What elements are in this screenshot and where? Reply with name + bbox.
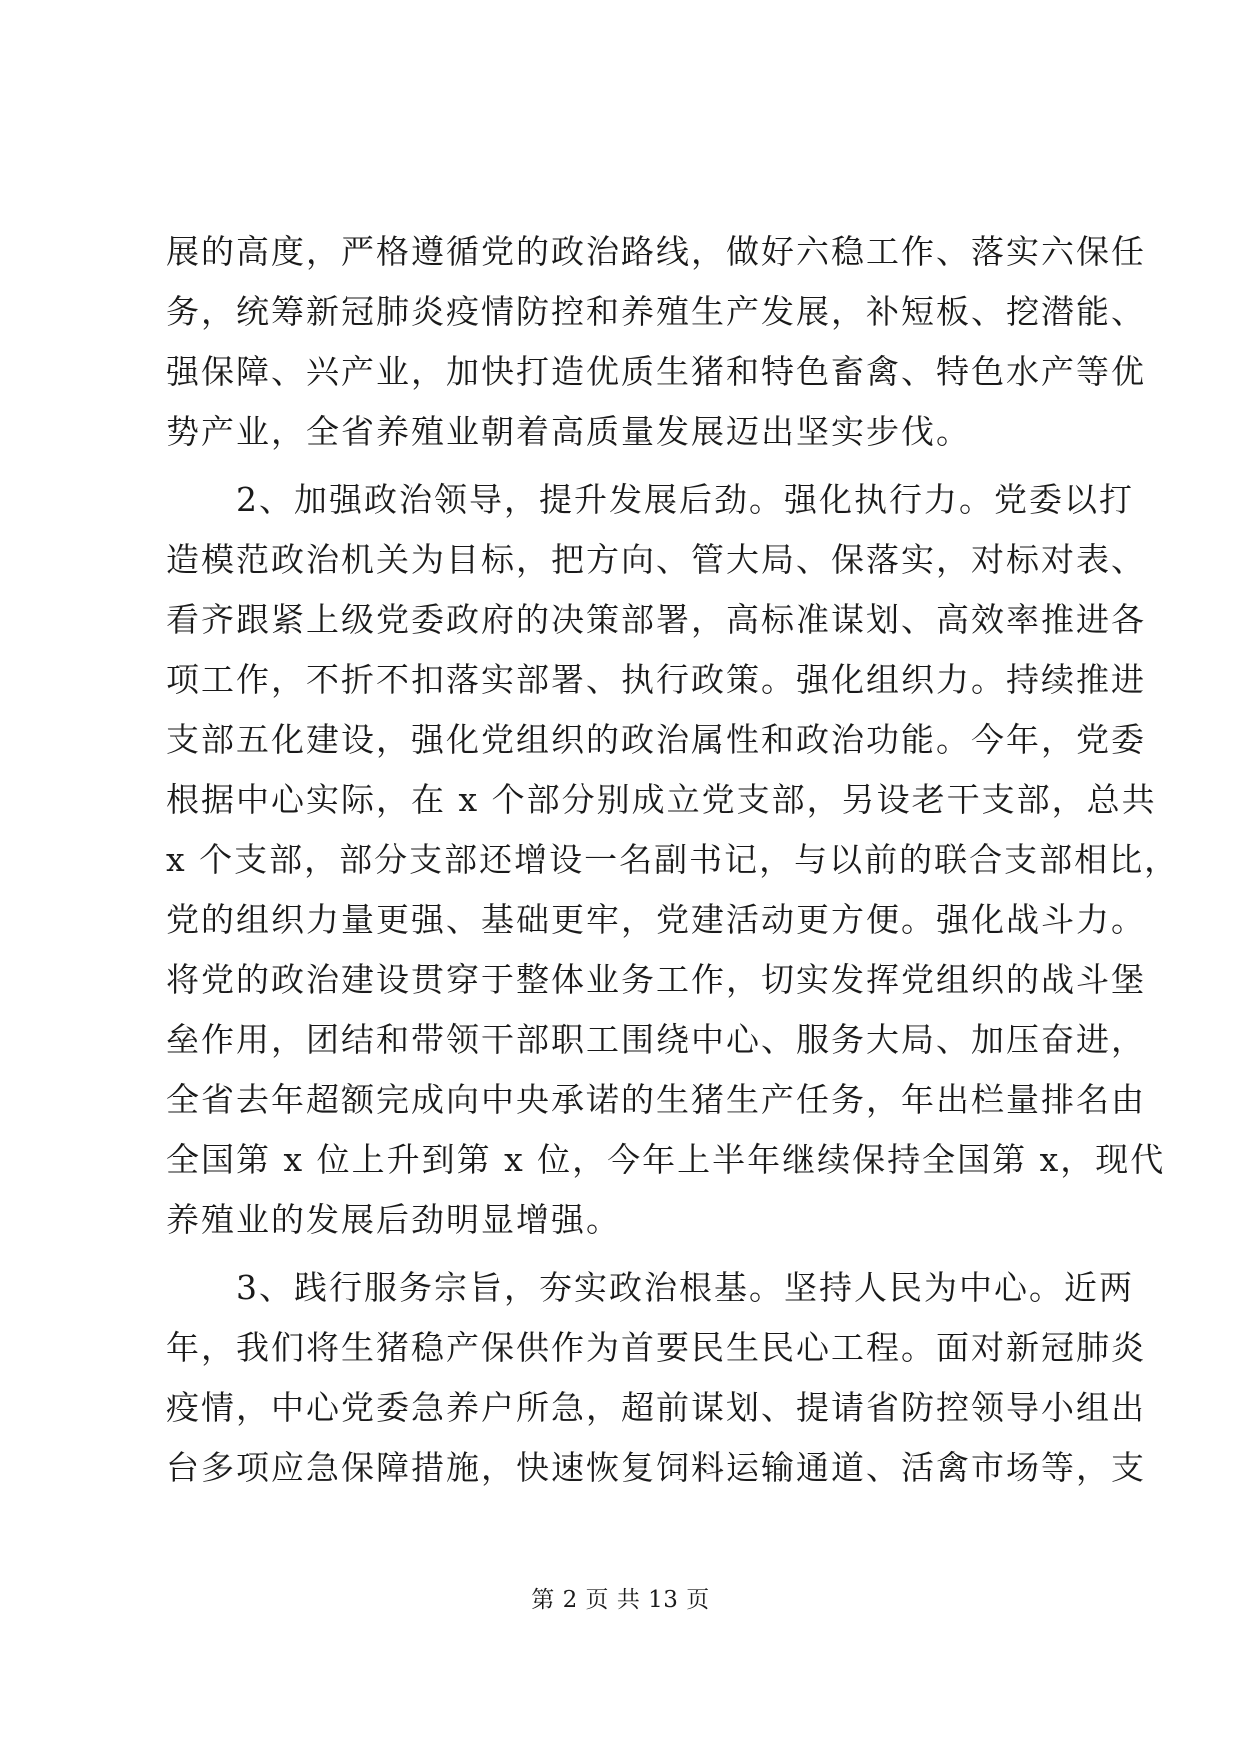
text-line: 全省去年超额完成向中央承诺的生猪生产任务，年出栏量排名由 xyxy=(166,1080,1146,1119)
text-line: 造模范政治机关为目标，把方向、管大局、保落实，对标对表、 xyxy=(166,540,1146,579)
text-line: x 个支部，部分支部还增设一名副书记，与以前的联合支部相比， xyxy=(166,840,1180,879)
text-line: 台多项应急保障措施，快速恢复饲料运输通道、活禽市场等，支 xyxy=(166,1448,1146,1487)
text-line: 项工作，不折不扣落实部署、执行政策。强化组织力。持续推进 xyxy=(166,660,1146,699)
paragraph-3-first-line: 3、践行服务宗旨，夯实政治根基。坚持人民为中心。近两 xyxy=(166,1268,1134,1307)
text-line: 根据中心实际，在 x 个部分别成立党支部，另设老干支部，总共 xyxy=(166,780,1157,819)
text-line: 强保障、兴产业，加快打造优质生猪和特色畜禽、特色水产等优 xyxy=(166,352,1146,391)
text-line: 务，统筹新冠肺炎疫情防控和养殖生产发展，补短板、挖潜能、 xyxy=(166,292,1146,331)
text-line: 疫情，中心党委急养户所急，超前谋划、提请省防控领导小组出 xyxy=(166,1388,1146,1427)
text-line: 年，我们将生猪稳产保供作为首要民生民心工程。面对新冠肺炎 xyxy=(166,1328,1146,1367)
text-line: 垒作用，团结和带领干部职工围绕中心、服务大局、加压奋进， xyxy=(166,1020,1146,1059)
text-line: 养殖业的发展后劲明显增强。 xyxy=(166,1200,621,1239)
text-line: 党的组织力量更强、基础更牢，党建活动更方便。强化战斗力。 xyxy=(166,900,1146,939)
text-line: 全国第 x 位上升到第 x 位，今年上半年继续保持全国第 x，现代 xyxy=(166,1140,1166,1179)
text-line: 展的高度，严格遵循党的政治路线，做好六稳工作、落实六保任 xyxy=(166,232,1146,271)
text-line: 将党的政治建设贯穿于整体业务工作，切实发挥党组织的战斗堡 xyxy=(166,960,1146,999)
text-line: 支部五化建设，强化党组织的政治属性和政治功能。今年，党委 xyxy=(166,720,1146,759)
text-line: 看齐跟紧上级党委政府的决策部署，高标准谋划、高效率推进各 xyxy=(166,600,1146,639)
paragraph-2-first-line: 2、加强政治领导，提升发展后劲。强化执行力。党委以打 xyxy=(166,480,1134,519)
text-line: 势产业，全省养殖业朝着高质量发展迈出坚实步伐。 xyxy=(166,412,971,451)
page-number-footer: 第 2 页 共 13 页 xyxy=(531,1587,710,1613)
